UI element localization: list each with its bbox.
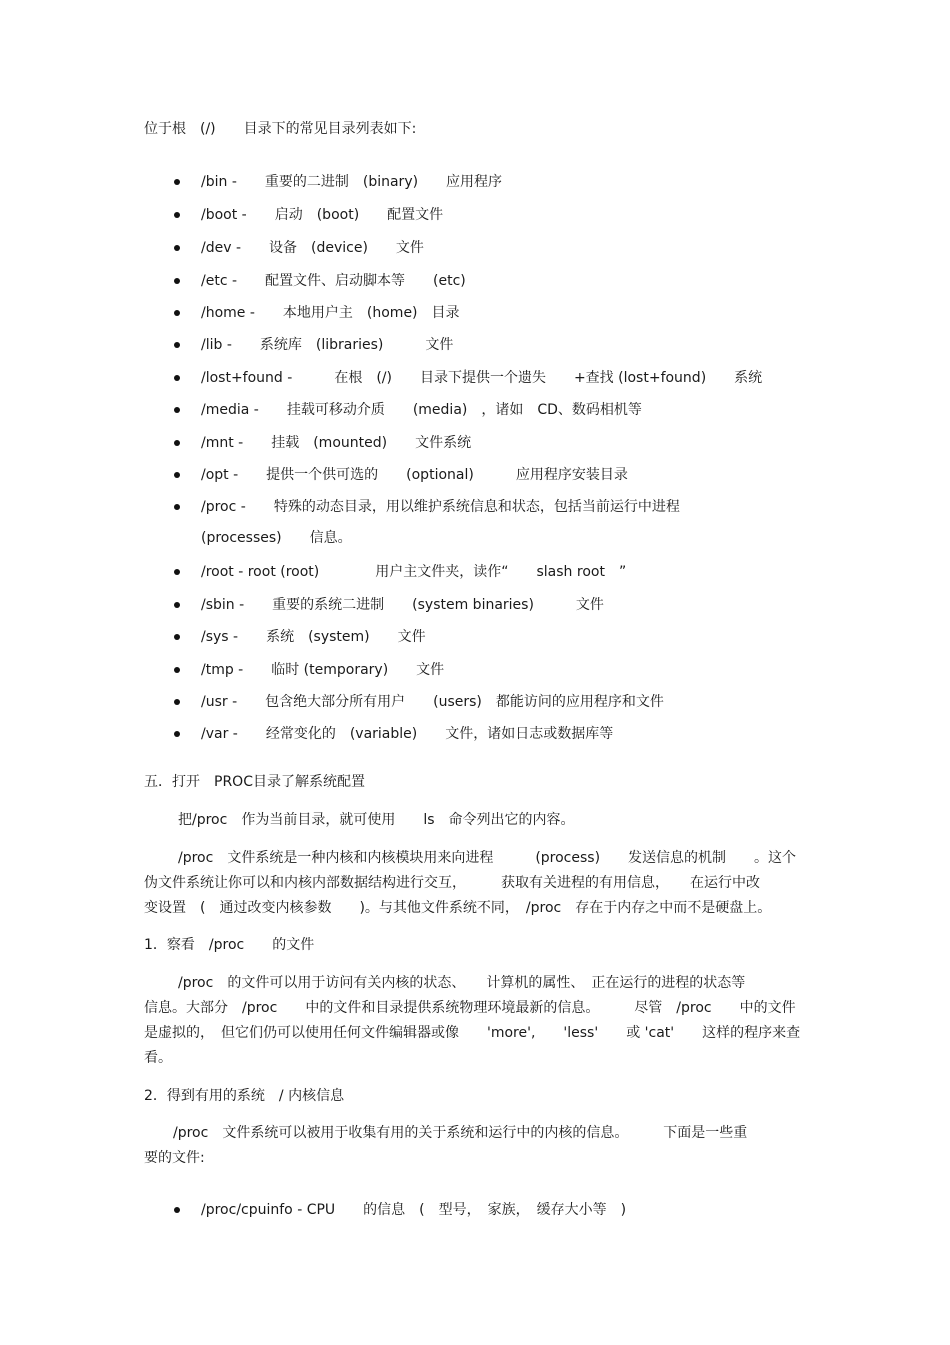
intro-text: 位于根 (/) 目录下的常见目录列表如下: xyxy=(144,121,417,137)
bullet-icon xyxy=(174,667,180,673)
paragraph-line: 变设置 ( 通过改变内核参数 )。与其他文件系统不同， /proc 存在于内存之中而不是硬盘上。 xyxy=(144,900,772,916)
bullet-icon xyxy=(174,699,180,705)
bullet-icon xyxy=(174,440,180,446)
paragraph-line: /proc 文件系统可以被用于收集有用的关于系统和运行中的内核的信息。 下面是一些重 xyxy=(173,1125,748,1141)
bullet-icon xyxy=(174,504,180,510)
document-page: 位于根 (/) 目录下的常见目录列表如下: /bin - 重要的二进制 (binary) 应用程序 /boot - 启动 (boot) 配置文件 /dev - 设备 (device) 文件 /etc - 配置文件、启动脚本等 (etc) /home - 本地用户主 (home) 目录 /lib - 系统库 (libraries) 文件 /lost+found - 在根 (/) 目录下提供一个遗失 +查找 (lost+found) 系统 /media - 挂载可移动介质 (media) ，诸如 CD、数码相机等 /mnt - 挂载 (mounted) 文件系统 /opt - 提供一个供可选的 (optional) 应用程序安装目录 /proc - 特殊的动态目录，用以维护系统信息和状态，包括当前运行中进程 (processes) 信息。 /root - root (root) 用户主文件夹，读作“ slash root ” /sbin - 重要的系统二进制 (system binaries) 文件 /sys - 系统 (system) 文件 /tmp - 临时 (temporary) 文件 /usr - 包含绝大部分所有用户 (users) 都能访问的应用程序和文件 /var - 经常变化的 (variable) 文件，诸如日志或数据库等 五．打开 PROC目录了解系统配置 把/proc 作为当前目录，就可使用 ls 命令列出它的内容。 /proc 文件系统是一种内核和内核模块用来向进程 (process) 发送信息的机制 。这个 伪文件系统让你可以和内核内部数据结构进行交互， 获取有关进程的有用信息， 在运行中改 变设置 ( 通过改变内核参数 )。与其他文件系统不同， /proc 存在于内存之中而不是硬盘上。 1．察看 /proc 的文件 /proc 的文件可以用于访问有关内核的状态、 计算机的属性、 正在运行的进程的状态等 信息。大部分 /proc 中的文件和目录提供系统物理环境最新的信息。 尽管 /proc 中的文件 是虚拟的， 但它们仍可以使用任何文件编辑器或像 'more', 'less' 或 'cat' 这样的程序来查 看。 2．得到有用的系统 / 内核信息 /proc 文件系统可以被用于收集有用的关于系统和运行中的内核的信息。 下面是一些重 要的文件: /proc/cpuinfo - CPU 的信息 ( 型号， 家族， 缓存大小等 ) xyxy=(144,121,801,1218)
subsection-heading: 1．察看 /proc 的文件 xyxy=(144,937,315,953)
section-heading: 五．打开 PROC目录了解系统配置 xyxy=(144,774,365,790)
bullet-icon xyxy=(174,342,180,348)
paragraph-line: 要的文件: xyxy=(144,1150,205,1166)
bullet-icon xyxy=(174,407,180,413)
bullet-icon xyxy=(174,569,180,575)
paragraph-line: 是虚拟的， 但它们仍可以使用任何文件编辑器或像 'more', 'less' 或 'cat' 这样的程序来查 xyxy=(144,1025,801,1041)
paragraph-line: 伪文件系统让你可以和内核内部数据结构进行交互， 获取有关进程的有用信息， 在运行中改 xyxy=(144,875,760,891)
bullet-icon xyxy=(174,602,180,608)
list-item-continuation: (processes) 信息。 xyxy=(201,530,352,546)
paragraph-line: /proc 的文件可以用于访问有关内核的状态、 计算机的属性、 正在运行的进程的状态等 xyxy=(178,975,746,991)
bullet-icon xyxy=(174,245,180,251)
paragraph-line: /proc 文件系统是一种内核和内核模块用来向进程 (process) 发送信息的机制 。这个 xyxy=(178,850,797,866)
bullet-icon xyxy=(174,472,180,478)
bullet-icon xyxy=(174,1207,180,1213)
paragraph-line: 信息。大部分 /proc 中的文件和目录提供系统物理环境最新的信息。 尽管 /proc 中的文件 xyxy=(144,1000,796,1016)
bullet-icon xyxy=(174,310,180,316)
subsection-heading: 2．得到有用的系统 / 内核信息 xyxy=(144,1088,345,1104)
bullet-icon xyxy=(174,278,180,284)
paragraph: 把/proc 作为当前目录，就可使用 ls 命令列出它的内容。 xyxy=(178,812,575,828)
paragraph-line: 看。 xyxy=(144,1050,172,1066)
bullet-icon xyxy=(174,212,180,218)
bullet-icon xyxy=(174,731,180,737)
bullet-icon xyxy=(174,634,180,640)
bullet-icon xyxy=(174,179,180,185)
bullet-icon xyxy=(174,375,180,381)
